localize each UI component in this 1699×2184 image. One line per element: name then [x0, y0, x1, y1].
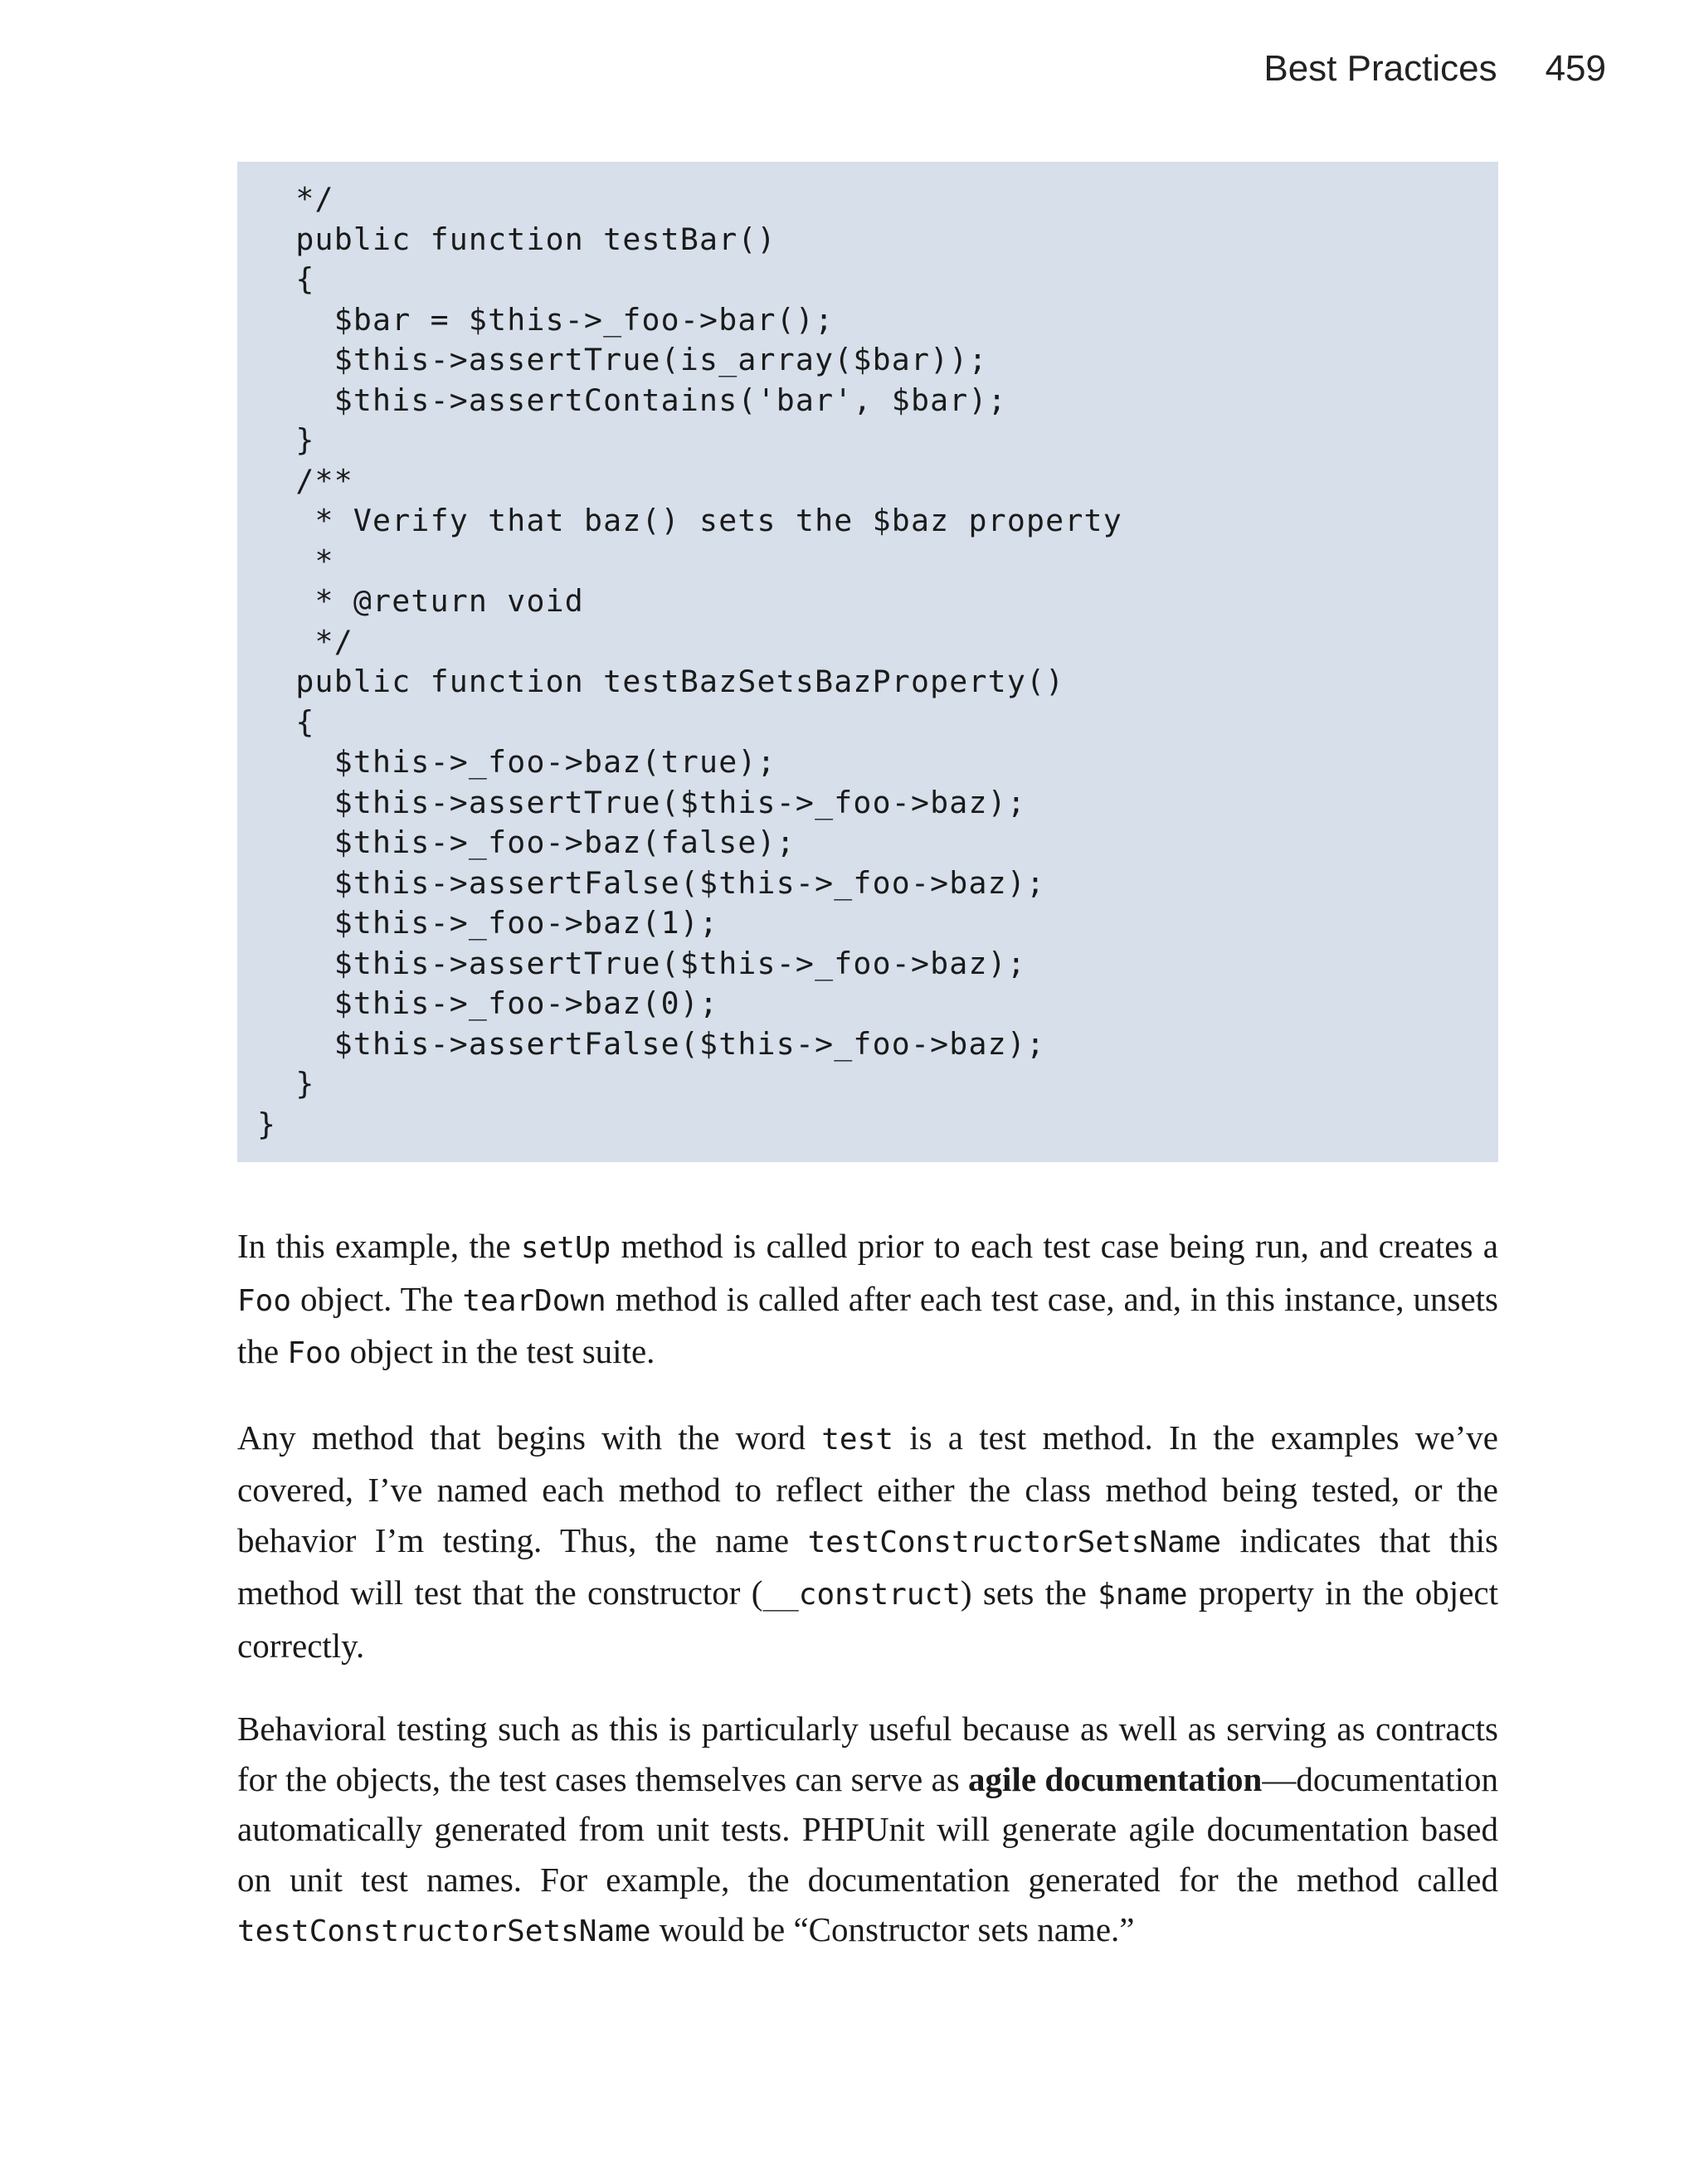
text-span: method is called prior to each test case being run, and creates a	[611, 1227, 1498, 1265]
code-line: $this->assertContains('bar', $bar);	[257, 382, 1007, 418]
code-line: */	[257, 181, 334, 216]
text-span: ) sets the	[960, 1574, 1098, 1612]
code-line: $this->_foo->baz(1);	[257, 905, 719, 941]
inline-code: testConstructorSetsName	[237, 1914, 651, 1948]
code-listing	[237, 162, 1498, 1162]
code-line: */	[257, 623, 353, 659]
code-line: $this->_foo->baz(true);	[257, 744, 776, 780]
text-span: property in the object correctly.	[237, 1574, 1498, 1665]
bold-term: agile documentation	[968, 1759, 1263, 1798]
code-line: /**	[257, 462, 353, 499]
code-line: $this->assertFalse($this->_foo->baz);	[257, 864, 1046, 901]
section-title: Best Practices	[1263, 48, 1497, 89]
code-line: $this->assertTrue($this->_foo->baz);	[257, 945, 1026, 981]
text-span: method is called after each test case, and, in this instance, unsets the	[237, 1279, 1499, 1370]
text-span: Behavioral testing such as this is particularly useful because as well as serving as contracts for the objects, the test cases themselves can serve as	[237, 1710, 1498, 1798]
code-line: *	[257, 542, 334, 579]
inline-code: testConstructorSetsName	[807, 1525, 1222, 1559]
inline-code: Foo	[287, 1336, 342, 1370]
code-line: public function testBar()	[257, 221, 776, 257]
text-span: —documentation automatically generated from unit tests. PHPUnit will generate agile documentation based on unit test names. For example, the documentation generated for the method called	[237, 1759, 1499, 1899]
code-line: }	[257, 1106, 277, 1142]
inline-code: test	[821, 1422, 893, 1457]
paragraph-setup-teardown	[237, 1221, 1498, 1379]
text-span: would be “Constructor sets name.”	[650, 1910, 1135, 1948]
inline-code: tearDown	[462, 1283, 606, 1318]
code-line: $this->assertFalse($this->_foo->baz);	[257, 1025, 1046, 1062]
text-span: In this example, the	[237, 1227, 521, 1265]
text-span: Any method that begins with the word	[237, 1418, 822, 1457]
text-span: object. The	[291, 1279, 463, 1318]
code-line: }	[257, 1066, 315, 1102]
inline-code: $name	[1098, 1578, 1188, 1612]
code-line: $this->assertTrue($this->_foo->baz);	[257, 784, 1026, 820]
inline-code: Foo	[237, 1283, 292, 1318]
text-span: is a test method. In the examples we’ve covered, I’ve named each method to reflect either the class method being tested, or the behavior I’m testing. Thus, the name	[237, 1418, 1498, 1559]
code-line: {	[257, 703, 315, 740]
code-line: * Verify that baz() sets the $baz property	[257, 503, 1122, 538]
code-line: {	[257, 261, 315, 297]
body-text	[237, 1221, 1498, 1991]
page-number: 459	[1545, 48, 1606, 89]
paragraph-behavioral-testing	[237, 1704, 1498, 1958]
paragraph-test-methods	[237, 1413, 1498, 1671]
text-span: object in the test suite.	[341, 1332, 655, 1370]
code-line: }	[257, 422, 315, 458]
code-line: $this->_foo->baz(0);	[257, 985, 719, 1021]
code-line: * @return void	[257, 583, 584, 619]
code-line: $this->assertTrue(is_array($bar));	[257, 342, 988, 377]
text-span: indicates that this method will test that the constructor (	[237, 1520, 1498, 1612]
running-header	[1263, 48, 1606, 90]
code-line: public function testBazSetsBazProperty()	[257, 664, 1065, 699]
code-line: $this->_foo->baz(false);	[257, 824, 796, 860]
inline-code: setUp	[520, 1231, 611, 1265]
code-line: $bar = $this->_foo->bar();	[257, 301, 835, 338]
inline-code: __construct	[762, 1578, 961, 1612]
